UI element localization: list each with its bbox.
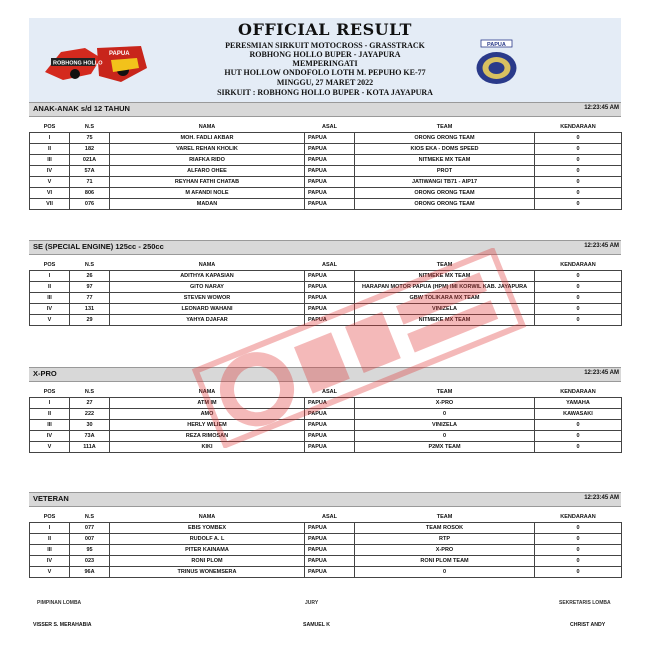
section-title: X-PRO xyxy=(33,369,57,378)
cell-nama: HERLY WILIEM xyxy=(110,420,305,431)
cell-team: 0 xyxy=(355,567,535,578)
signature-role-mid: JURY xyxy=(305,600,319,606)
table-row xyxy=(30,442,622,453)
section-time: 12:23:45 AM xyxy=(584,243,619,249)
cell-team: NITMEKE MX TEAM xyxy=(355,271,535,282)
table-row xyxy=(30,155,622,166)
signature-name-mid: SAMUEL K xyxy=(303,622,330,628)
cell-kendaraan: 0 xyxy=(535,177,622,188)
cell-ns: 75 xyxy=(70,133,110,144)
cell-asal: PAPUA xyxy=(305,431,355,442)
cell-pos: VII xyxy=(30,199,70,210)
cell-pos: IV xyxy=(30,166,70,177)
section-time: 12:23:45 AM xyxy=(584,495,619,501)
cell-asal: PAPUA xyxy=(305,282,355,293)
signature-name-left: VISSER S. MERAHABIA xyxy=(33,622,92,628)
cell-ns: 77 xyxy=(70,293,110,304)
table-row xyxy=(30,199,622,210)
document-header xyxy=(29,18,621,104)
cell-kendaraan: 0 xyxy=(535,166,622,177)
cell-team: PROT xyxy=(355,166,535,177)
table-row xyxy=(30,282,622,293)
cell-pos: V xyxy=(30,177,70,188)
cell-asal: PAPUA xyxy=(305,188,355,199)
header-col-nama: NAMA xyxy=(110,386,305,398)
cell-asal: PAPUA xyxy=(305,155,355,166)
cell-asal: PAPUA xyxy=(305,177,355,188)
cell-kendaraan: YAMAHA xyxy=(535,398,622,409)
table-row xyxy=(30,315,622,326)
table-header-row xyxy=(30,386,622,398)
cell-ns: 023 xyxy=(70,556,110,567)
cell-pos: III xyxy=(30,155,70,166)
cell-asal: PAPUA xyxy=(305,199,355,210)
table-row xyxy=(30,556,622,567)
cell-kendaraan: 0 xyxy=(535,523,622,534)
cell-nama: STEVEN WOWOR xyxy=(110,293,305,304)
cell-nama: ADITHYA KAPASIAN xyxy=(110,271,305,282)
table-row xyxy=(30,304,622,315)
table-row xyxy=(30,420,622,431)
cell-kendaraan: 0 xyxy=(535,271,622,282)
table-row xyxy=(30,133,622,144)
cell-nama: MOH. FADLI AKBAR xyxy=(110,133,305,144)
table-row xyxy=(30,293,622,304)
header-line-1: PERESMIAN SIRKUIT MOTOCROSS - GRASSTRACK xyxy=(225,41,425,50)
header-col-team: TEAM xyxy=(355,386,535,398)
cell-kendaraan: 0 xyxy=(535,188,622,199)
table-row xyxy=(30,144,622,155)
cell-team: NITMEKE MX TEAM xyxy=(355,315,535,326)
results-table xyxy=(29,259,622,326)
header-col-nama: NAMA xyxy=(110,121,305,133)
cell-ns: 97 xyxy=(70,282,110,293)
cell-pos: V xyxy=(30,442,70,453)
cell-nama: MADAN xyxy=(110,199,305,210)
header-col-asal: ASAL xyxy=(305,259,355,271)
cell-ns: 182 xyxy=(70,144,110,155)
section-time: 12:23:45 AM xyxy=(584,370,619,376)
cell-nama: YAHYA DJAFAR xyxy=(110,315,305,326)
cell-team: RTP xyxy=(355,534,535,545)
results-table xyxy=(29,511,622,578)
section-title: SE (SPECIAL ENGINE) 125cc - 250cc xyxy=(33,242,164,251)
table-row xyxy=(30,398,622,409)
cell-team: HARAPAN MOTOR PAPUA (HPM) IMI KORWIL KAB. JAYAPURA xyxy=(355,282,535,293)
cell-pos: I xyxy=(30,523,70,534)
cell-kendaraan: 0 xyxy=(535,567,622,578)
cell-kendaraan: 0 xyxy=(535,199,622,210)
cell-ns: 111A xyxy=(70,442,110,453)
cell-nama: RONI PLOM xyxy=(110,556,305,567)
cell-ns: 077 xyxy=(70,523,110,534)
header-col-kendaraan: KENDARAAN xyxy=(535,259,622,271)
header-col-kendaraan: KENDARAAN xyxy=(535,386,622,398)
cell-team: ORONG ORONG TEAM xyxy=(355,133,535,144)
cell-ns: 73A xyxy=(70,431,110,442)
section-title: ANAK-ANAK s/d 12 TAHUN xyxy=(33,104,130,113)
papua-emblem xyxy=(469,38,524,88)
cell-asal: PAPUA xyxy=(305,523,355,534)
cell-ns: 806 xyxy=(70,188,110,199)
cell-nama: ALFARO OHEE xyxy=(110,166,305,177)
cell-kendaraan: 0 xyxy=(535,304,622,315)
header-col-team: TEAM xyxy=(355,121,535,133)
cell-kendaraan: KAWASAKI xyxy=(535,409,622,420)
header-line-5: MINGGU, 27 MARET 2022 xyxy=(276,78,374,87)
section-header xyxy=(29,492,621,507)
table-row xyxy=(30,166,622,177)
cell-nama: REZA RIMOSAN xyxy=(110,431,305,442)
table-header-row xyxy=(30,259,622,271)
cell-nama: GITO NARAY xyxy=(110,282,305,293)
signature-role-right: SEKRETARIS LOMBA xyxy=(559,600,611,606)
cell-pos: III xyxy=(30,420,70,431)
cell-ns: 222 xyxy=(70,409,110,420)
cell-nama: M AFANDI NOLE xyxy=(110,188,305,199)
cell-pos: V xyxy=(30,567,70,578)
cell-pos: I xyxy=(30,271,70,282)
header-line-2: ROBHONG HOLLO BUPER - JAYAPURA xyxy=(249,50,401,59)
cell-kendaraan: 0 xyxy=(535,545,622,556)
cell-nama: TRINUS WONEMSERA xyxy=(110,567,305,578)
signature-role-left: PIMPINAN LOMBA xyxy=(37,600,82,606)
cell-asal: PAPUA xyxy=(305,133,355,144)
cell-pos: II xyxy=(30,534,70,545)
section-header xyxy=(29,102,621,117)
table-row xyxy=(30,188,622,199)
header-col-pos: POS xyxy=(30,259,70,271)
cell-team: KIOS EKA - DOMS SPEED xyxy=(355,144,535,155)
cell-team: ORONG ORONG TEAM xyxy=(355,188,535,199)
cell-nama: REYHAN FATHI CHATAB xyxy=(110,177,305,188)
table-row xyxy=(30,523,622,534)
results-table xyxy=(29,121,622,210)
header-col-kendaraan: KENDARAAN xyxy=(535,121,622,133)
cell-asal: PAPUA xyxy=(305,271,355,282)
header-line-6: SIRKUIT : ROBHONG HOLLO BUPER - KOTA JAYAPURA xyxy=(217,88,433,97)
cell-asal: PAPUA xyxy=(305,420,355,431)
cell-team: 0 xyxy=(355,431,535,442)
cell-team: RONI PLOM TEAM xyxy=(355,556,535,567)
table-row xyxy=(30,545,622,556)
cell-pos: I xyxy=(30,398,70,409)
cell-team: NITMEKE MX TEAM xyxy=(355,155,535,166)
cell-asal: PAPUA xyxy=(305,534,355,545)
cell-ns: 007 xyxy=(70,534,110,545)
table-row xyxy=(30,409,622,420)
cell-asal: PAPUA xyxy=(305,442,355,453)
cell-asal: PAPUA xyxy=(305,556,355,567)
cell-asal: PAPUA xyxy=(305,166,355,177)
cell-pos: III xyxy=(30,545,70,556)
results-table xyxy=(29,386,622,453)
cell-team: GBW TOLIKARA MX TEAM xyxy=(355,293,535,304)
section-time: 12:23:45 AM xyxy=(584,105,619,111)
cell-pos: I xyxy=(30,133,70,144)
cell-asal: PAPUA xyxy=(305,144,355,155)
cell-nama: ATM IM xyxy=(110,398,305,409)
cell-team: VINIZELA xyxy=(355,304,535,315)
cell-nama: RIAFKA RIDO xyxy=(110,155,305,166)
cell-team: TEAM ROSOK xyxy=(355,523,535,534)
table-row xyxy=(30,567,622,578)
cell-ns: 71 xyxy=(70,177,110,188)
cell-ns: 96A xyxy=(70,567,110,578)
svg-text:PAPUA: PAPUA xyxy=(487,42,506,48)
cell-pos: VI xyxy=(30,188,70,199)
cell-pos: IV xyxy=(30,556,70,567)
cell-team: ORONG ORONG TEAM xyxy=(355,199,535,210)
header-col-kendaraan: KENDARAAN xyxy=(535,511,622,523)
header-col-ns: N.S xyxy=(70,386,110,398)
signature-name-right: CHRIST ANDY xyxy=(570,622,606,628)
cell-ns: 27 xyxy=(70,398,110,409)
header-col-ns: N.S xyxy=(70,511,110,523)
cell-nama: EBIS YOMBEX xyxy=(110,523,305,534)
cell-ns: 57A xyxy=(70,166,110,177)
cell-pos: II xyxy=(30,409,70,420)
cell-pos: II xyxy=(30,282,70,293)
section-header xyxy=(29,367,621,382)
cell-kendaraan: 0 xyxy=(535,420,622,431)
cell-ns: 29 xyxy=(70,315,110,326)
header-col-asal: ASAL xyxy=(305,511,355,523)
cell-asal: PAPUA xyxy=(305,409,355,420)
cell-ns: 131 xyxy=(70,304,110,315)
header-line-3: MEMPERINGATI xyxy=(292,59,358,68)
cell-kendaraan: 0 xyxy=(535,282,622,293)
cell-kendaraan: 0 xyxy=(535,534,622,545)
header-col-team: TEAM xyxy=(355,259,535,271)
cell-nama: KIKI xyxy=(110,442,305,453)
table-row xyxy=(30,177,622,188)
cell-pos: IV xyxy=(30,304,70,315)
cell-asal: PAPUA xyxy=(305,293,355,304)
document-title: OFFICIAL RESULT xyxy=(238,20,412,39)
cell-kendaraan: 0 xyxy=(535,155,622,166)
cell-kendaraan: 0 xyxy=(535,133,622,144)
cell-kendaraan: 0 xyxy=(535,144,622,155)
section-header xyxy=(29,240,621,255)
cell-asal: PAPUA xyxy=(305,567,355,578)
svg-text:ROBHONG HOLLO: ROBHONG HOLLO xyxy=(53,60,103,67)
cell-kendaraan: 0 xyxy=(535,293,622,304)
cell-asal: PAPUA xyxy=(305,304,355,315)
header-col-team: TEAM xyxy=(355,511,535,523)
header-col-pos: POS xyxy=(30,511,70,523)
cell-team: 0 xyxy=(355,409,535,420)
cell-team: X-PRO xyxy=(355,545,535,556)
header-col-asal: ASAL xyxy=(305,121,355,133)
cell-team: JATIWANGI TB71 - AIP17 xyxy=(355,177,535,188)
table-row xyxy=(30,271,622,282)
table-row xyxy=(30,534,622,545)
cell-kendaraan: 0 xyxy=(535,431,622,442)
cell-nama: VAREL REHAN KHOLIK xyxy=(110,144,305,155)
table-row xyxy=(30,431,622,442)
cell-asal: PAPUA xyxy=(305,315,355,326)
cell-pos: III xyxy=(30,293,70,304)
cell-ns: 076 xyxy=(70,199,110,210)
cell-nama: PITER KAINAMA xyxy=(110,545,305,556)
header-col-nama: NAMA xyxy=(110,259,305,271)
cell-kendaraan: 0 xyxy=(535,556,622,567)
cell-asal: PAPUA xyxy=(305,398,355,409)
cell-nama: RUDOLF A. L xyxy=(110,534,305,545)
header-col-pos: POS xyxy=(30,121,70,133)
cell-ns: 95 xyxy=(70,545,110,556)
table-header-row xyxy=(30,121,622,133)
cell-kendaraan: 0 xyxy=(535,442,622,453)
cell-pos: IV xyxy=(30,431,70,442)
cell-team: VINIZELA xyxy=(355,420,535,431)
cell-nama: LEONARD WAHANI xyxy=(110,304,305,315)
svg-text:PAPUA: PAPUA xyxy=(109,51,130,57)
cell-asal: PAPUA xyxy=(305,545,355,556)
cell-pos: II xyxy=(30,144,70,155)
cell-ns: 021A xyxy=(70,155,110,166)
result-sheet xyxy=(29,18,621,632)
header-col-nama: NAMA xyxy=(110,511,305,523)
header-col-ns: N.S xyxy=(70,259,110,271)
cell-team: P2MX TEAM xyxy=(355,442,535,453)
cell-nama: AMO xyxy=(110,409,305,420)
table-header-row xyxy=(30,511,622,523)
header-col-pos: POS xyxy=(30,386,70,398)
cell-team: X-PRO xyxy=(355,398,535,409)
cell-ns: 30 xyxy=(70,420,110,431)
header-line-4: HUT HOLLOW ONDOFOLO LOTH M. PEPUHO KE-77 xyxy=(224,68,426,77)
section-title: VETERAN xyxy=(33,494,69,503)
cell-kendaraan: 0 xyxy=(535,315,622,326)
cell-ns: 26 xyxy=(70,271,110,282)
header-col-asal: ASAL xyxy=(305,386,355,398)
header-col-ns: N.S xyxy=(70,121,110,133)
cell-pos: V xyxy=(30,315,70,326)
